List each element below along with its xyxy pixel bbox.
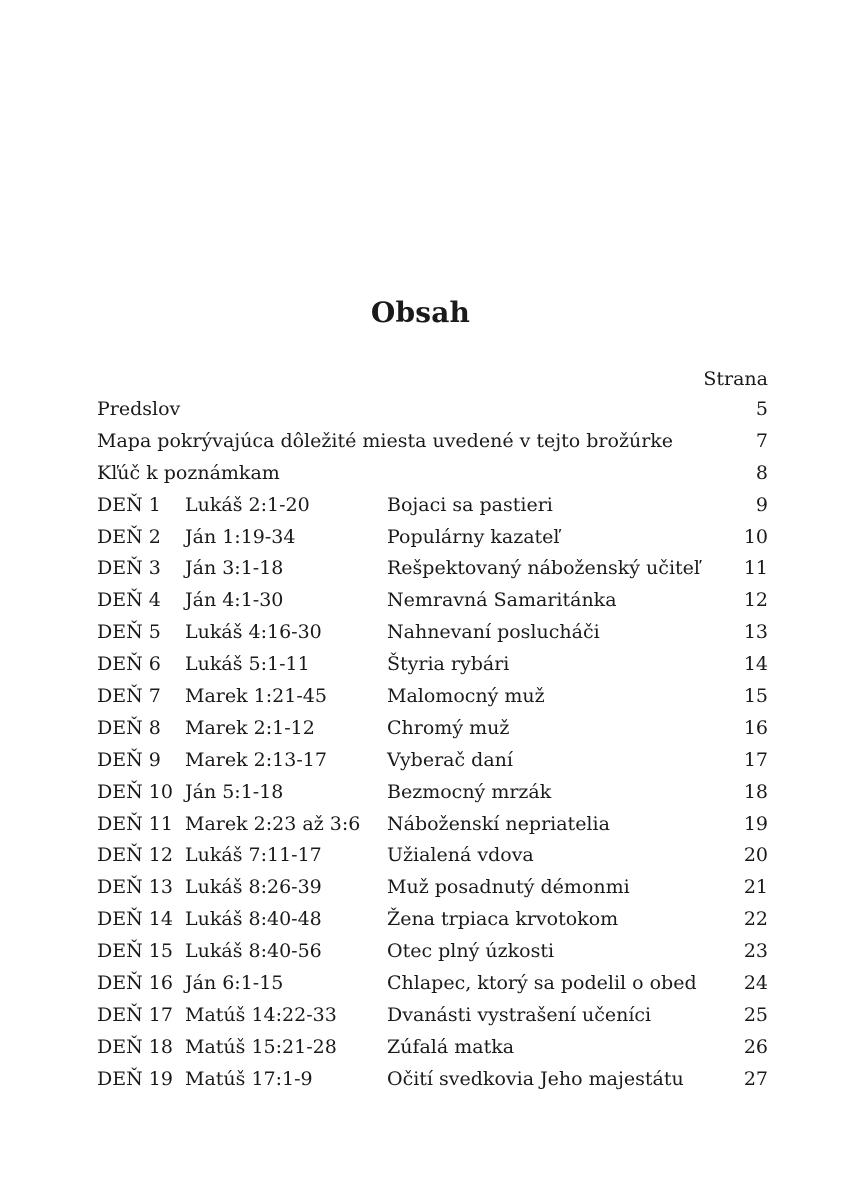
entry-page-number: 5 [755, 398, 768, 420]
day-label: DEŇ 18 [97, 1035, 173, 1058]
day-label: DEŇ 14 [97, 908, 173, 931]
scripture-reference: Lukáš 8:40-56 [185, 940, 322, 963]
entry-title: Mapa pokrývajúca dôležité miesta uvedené v tejto brožúrke [97, 429, 674, 452]
entry-title: Štyria rybári [387, 653, 510, 676]
scripture-reference: Matúš 14:22-33 [185, 1003, 337, 1026]
day-label: DEŇ 6 [97, 653, 161, 676]
toc-entry [97, 426, 768, 458]
entry-title: Bojaci sa pastieri [387, 493, 553, 516]
entry-page-number: 13 [743, 621, 768, 644]
entry-title: Zúfalá matka [387, 1035, 515, 1058]
page-title: Obsah [370, 296, 471, 329]
entry-title: Predslov [97, 398, 181, 420]
entry-title: Vyberač daní [387, 748, 513, 771]
entry-page-number: 15 [743, 685, 768, 708]
day-label: DEŇ 4 [97, 589, 161, 612]
scripture-reference: Lukáš 8:40-48 [185, 908, 322, 931]
toc-entry [97, 458, 768, 490]
scripture-reference: Ján 5:1-18 [185, 780, 284, 803]
entry-page-number: 23 [743, 940, 768, 963]
entry-title: Bezmocný mrzák [387, 780, 552, 803]
toc-day-entry [97, 681, 768, 713]
scripture-reference: Marek 1:21-45 [185, 685, 327, 708]
toc-day-entry [97, 490, 768, 522]
intro-entries [97, 394, 768, 490]
day-label: DEŇ 1 [97, 493, 161, 516]
page-column-header: Strana [703, 368, 768, 390]
day-label: DEŇ 2 [97, 525, 161, 548]
scripture-reference: Ján 3:1-18 [185, 557, 284, 580]
entry-title: Muž posadnutý démonmi [387, 876, 630, 899]
toc-day-entry [97, 1064, 768, 1096]
day-label: DEŇ 9 [97, 748, 161, 771]
toc-day-entry [97, 553, 768, 585]
toc-day-entry [97, 522, 768, 554]
day-label: DEŇ 10 [97, 780, 173, 803]
toc-day-entry [97, 745, 768, 777]
toc-day-entry [97, 904, 768, 936]
toc-day-entry [97, 585, 768, 617]
entry-page-number: 8 [755, 461, 768, 484]
day-entries [97, 490, 768, 1096]
toc-day-entry [97, 1000, 768, 1032]
toc-day-entry [97, 809, 768, 841]
day-label: DEŇ 15 [97, 940, 173, 963]
toc-day-entry [97, 968, 768, 1000]
entry-page-number: 26 [743, 1035, 768, 1058]
entry-page-number: 10 [743, 525, 768, 548]
table-of-contents [97, 364, 768, 1096]
entry-title: Užialená vdova [387, 844, 534, 867]
entry-page-number: 19 [743, 812, 768, 835]
toc-day-entry [97, 713, 768, 745]
entry-title: Kľúč k poznámkam [97, 461, 280, 484]
scripture-reference: Lukáš 8:26-39 [185, 876, 322, 899]
entry-title: Otec plný úzkosti [387, 940, 555, 963]
toc-day-entry [97, 840, 768, 872]
entry-page-number: 20 [743, 844, 768, 867]
entry-page-number: 16 [743, 716, 768, 739]
scripture-reference: Marek 2:23 až 3:6 [185, 812, 361, 835]
day-label: DEŇ 17 [97, 1003, 173, 1026]
entry-title: Chromý muž [387, 716, 510, 739]
scripture-reference: Matúš 17:1-9 [185, 1067, 313, 1090]
day-label: DEŇ 3 [97, 557, 161, 580]
scripture-reference: Ján 4:1-30 [185, 589, 284, 612]
scripture-reference: Matúš 15:21-28 [185, 1035, 337, 1058]
entry-title: Nemravná Samaritánka [387, 589, 617, 612]
entry-page-number: 14 [743, 653, 768, 676]
entry-title: Rešpektovaný náboženský učiteľ [387, 557, 700, 580]
day-label: DEŇ 16 [97, 972, 173, 995]
toc-day-entry [97, 649, 768, 681]
entry-page-number: 7 [755, 429, 768, 452]
scripture-reference: Lukáš 2:1-20 [185, 493, 310, 516]
scripture-reference: Marek 2:13-17 [185, 748, 327, 771]
entry-page-number: 25 [743, 1003, 768, 1026]
day-label: DEŇ 12 [97, 844, 173, 867]
day-label: DEŇ 8 [97, 716, 161, 739]
entry-page-number: 12 [743, 589, 768, 612]
toc-day-entry [97, 777, 768, 809]
scripture-reference: Lukáš 5:1-11 [185, 653, 310, 676]
entry-page-number: 21 [743, 876, 768, 899]
entry-title: Chlapec, ktorý sa podelil o obed [387, 972, 697, 995]
day-label: DEŇ 13 [97, 876, 173, 899]
entry-title: Malomocný muž [387, 685, 545, 708]
entry-page-number: 24 [743, 972, 768, 995]
entry-page-number: 11 [743, 557, 768, 580]
entry-title: Nahnevaní poslucháči [387, 621, 600, 644]
toc-day-entry [97, 936, 768, 968]
toc-entry [97, 394, 768, 426]
entry-page-number: 22 [743, 908, 768, 931]
scripture-reference: Lukáš 4:16-30 [185, 621, 322, 644]
toc-day-entry [97, 1032, 768, 1064]
day-label: DEŇ 5 [97, 621, 161, 644]
entry-title: Populárny kazateľ [387, 525, 560, 548]
entry-page-number: 18 [743, 780, 768, 803]
toc-day-entry [97, 872, 768, 904]
entry-page-number: 27 [743, 1067, 768, 1090]
entry-title: Náboženskí nepriatelia [387, 812, 610, 835]
entry-title: Očití svedkovia Jeho majestátu [387, 1067, 684, 1090]
day-label: DEŇ 19 [97, 1067, 173, 1090]
scripture-reference: Lukáš 7:11-17 [185, 844, 322, 867]
entry-page-number: 9 [755, 493, 768, 516]
toc-day-entry [97, 617, 768, 649]
day-label: DEŇ 11 [97, 812, 173, 835]
day-label: DEŇ 7 [97, 685, 161, 708]
entry-title: Dvanásti vystrašení učeníci [387, 1003, 652, 1026]
scripture-reference: Ján 1:19-34 [185, 525, 296, 548]
entry-title: Žena trpiaca krvotokom [387, 908, 619, 931]
scripture-reference: Marek 2:1-12 [185, 716, 315, 739]
entry-page-number: 17 [743, 748, 768, 771]
scripture-reference: Ján 6:1-15 [185, 972, 284, 995]
